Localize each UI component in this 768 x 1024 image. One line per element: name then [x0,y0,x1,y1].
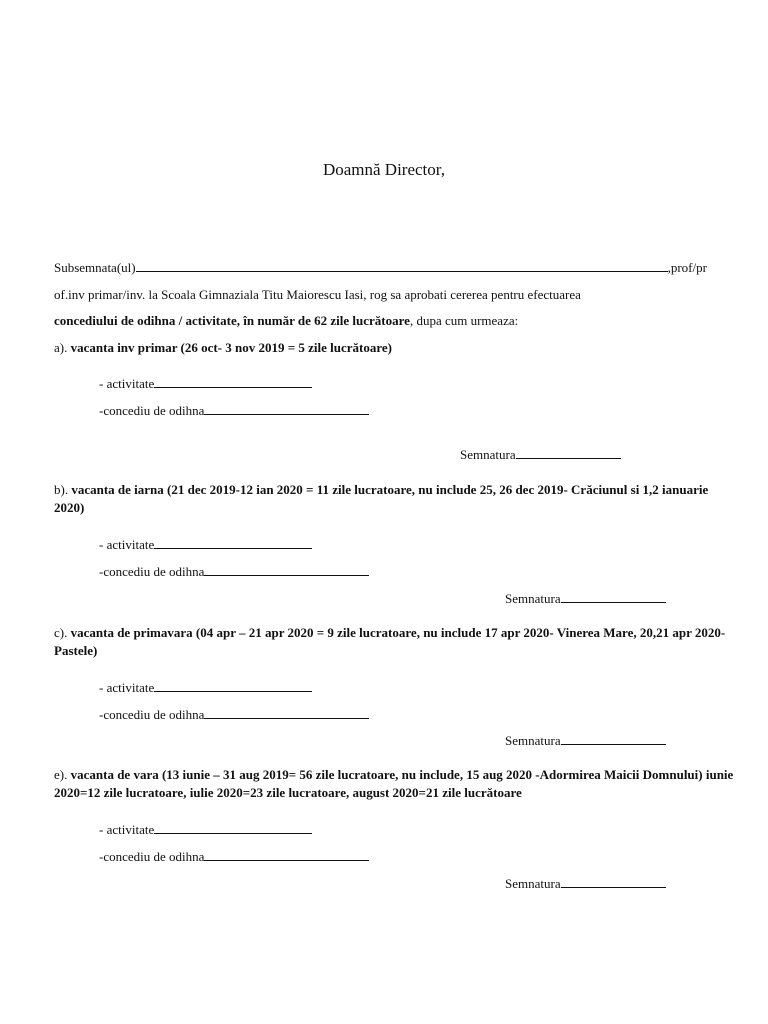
section-e-prefix: e). [54,767,71,782]
section-b-activitate [99,536,312,553]
activitate-blank[interactable] [154,375,312,388]
subsemnata-label: Subsemnata(ul) [54,260,136,275]
semnatura-label: Semnatura [505,876,561,891]
activitate-label: - activitate [99,376,155,391]
section-e-heading [54,766,734,802]
section-a-concediu [99,402,369,419]
section-b-heading [54,481,734,517]
semnatura-label: Semnatura [460,447,516,462]
signature-blank[interactable] [561,590,666,603]
section-a-signature [460,446,621,463]
section-e-signature [505,875,666,892]
concediu-label: -concediu de odihna [99,707,205,722]
semnatura-label: Semnatura [505,733,561,748]
section-b-concediu [99,563,369,580]
activitate-label: - activitate [99,822,155,837]
section-c-concediu [99,706,369,723]
signature-blank[interactable] [516,446,621,459]
concediu-label: -concediu de odihna [99,849,205,864]
activitate-blank[interactable] [154,536,312,549]
section-a-activitate [99,375,312,392]
intro-bold-text: concediului de odihna / activitate, în număr de 62 zile lucrătoare [54,313,410,328]
section-e-concediu [99,848,369,865]
activitate-blank[interactable] [154,679,312,692]
intro-line-2: of.inv primar/inv. la Scoala Gimnaziala Titu Maiorescu Iasi, rog sa aprobati cererea pentru efectuarea [54,287,581,302]
activitate-label: - activitate [99,537,155,552]
section-b-prefix: b). [54,482,72,497]
section-b-text: vacanta de iarna (21 dec 2019-12 ian 2020 = 11 zile lucratoare, nu include 25, 26 dec 2019- Crăciunul si 1,2 ianuarie 2020) [54,482,709,515]
document-title: Doamnă Director, [322,160,446,179]
concediu-blank[interactable] [204,848,369,861]
section-c-activitate [99,679,312,696]
section-e-text: vacanta de vara (13 iunie – 31 aug 2019= 56 zile lucratoare, nu include, 15 aug 2020 -Adormirea Maicii Domnului) iunie 2020=12 zile lucratoare, iulie 2020=23 zile lucratoare, august 2020=21 zile lucrătoare [54,767,734,800]
section-e-activitate [99,821,312,838]
section-a-heading [54,339,392,356]
section-a-text: vacanta inv primar (26 oct- 3 nov 2019 = 5 zile lucrătoare) [70,340,393,355]
intro-line-3 [54,312,518,329]
semnatura-label: Semnatura [505,591,561,606]
section-c-signature [505,732,666,749]
concediu-blank[interactable] [204,706,369,719]
concediu-blank[interactable] [204,563,369,576]
activitate-label: - activitate [99,680,155,695]
intro-rest-text: , dupa cum urmeaza: [409,313,519,328]
activitate-blank[interactable] [154,821,312,834]
intro-line-1 [54,259,707,276]
concediu-label: -concediu de odihna [99,564,205,579]
concediu-label: -concediu de odihna [99,403,205,418]
concediu-blank[interactable] [204,402,369,415]
section-c-heading [54,624,734,660]
prof-label: ,prof/pr [667,260,707,275]
section-c-prefix: c). [54,625,71,640]
section-b-signature [505,590,666,607]
signature-blank[interactable] [561,875,666,888]
signature-blank[interactable] [561,732,666,745]
name-blank[interactable] [136,259,668,272]
section-c-text: vacanta de primavara (04 apr – 21 apr 2020 = 9 zile lucratoare, nu include 17 apr 2020- Vinerea Mare, 20,21 apr 2020- Pastele) [54,625,726,658]
section-a-prefix: a). [54,340,71,355]
